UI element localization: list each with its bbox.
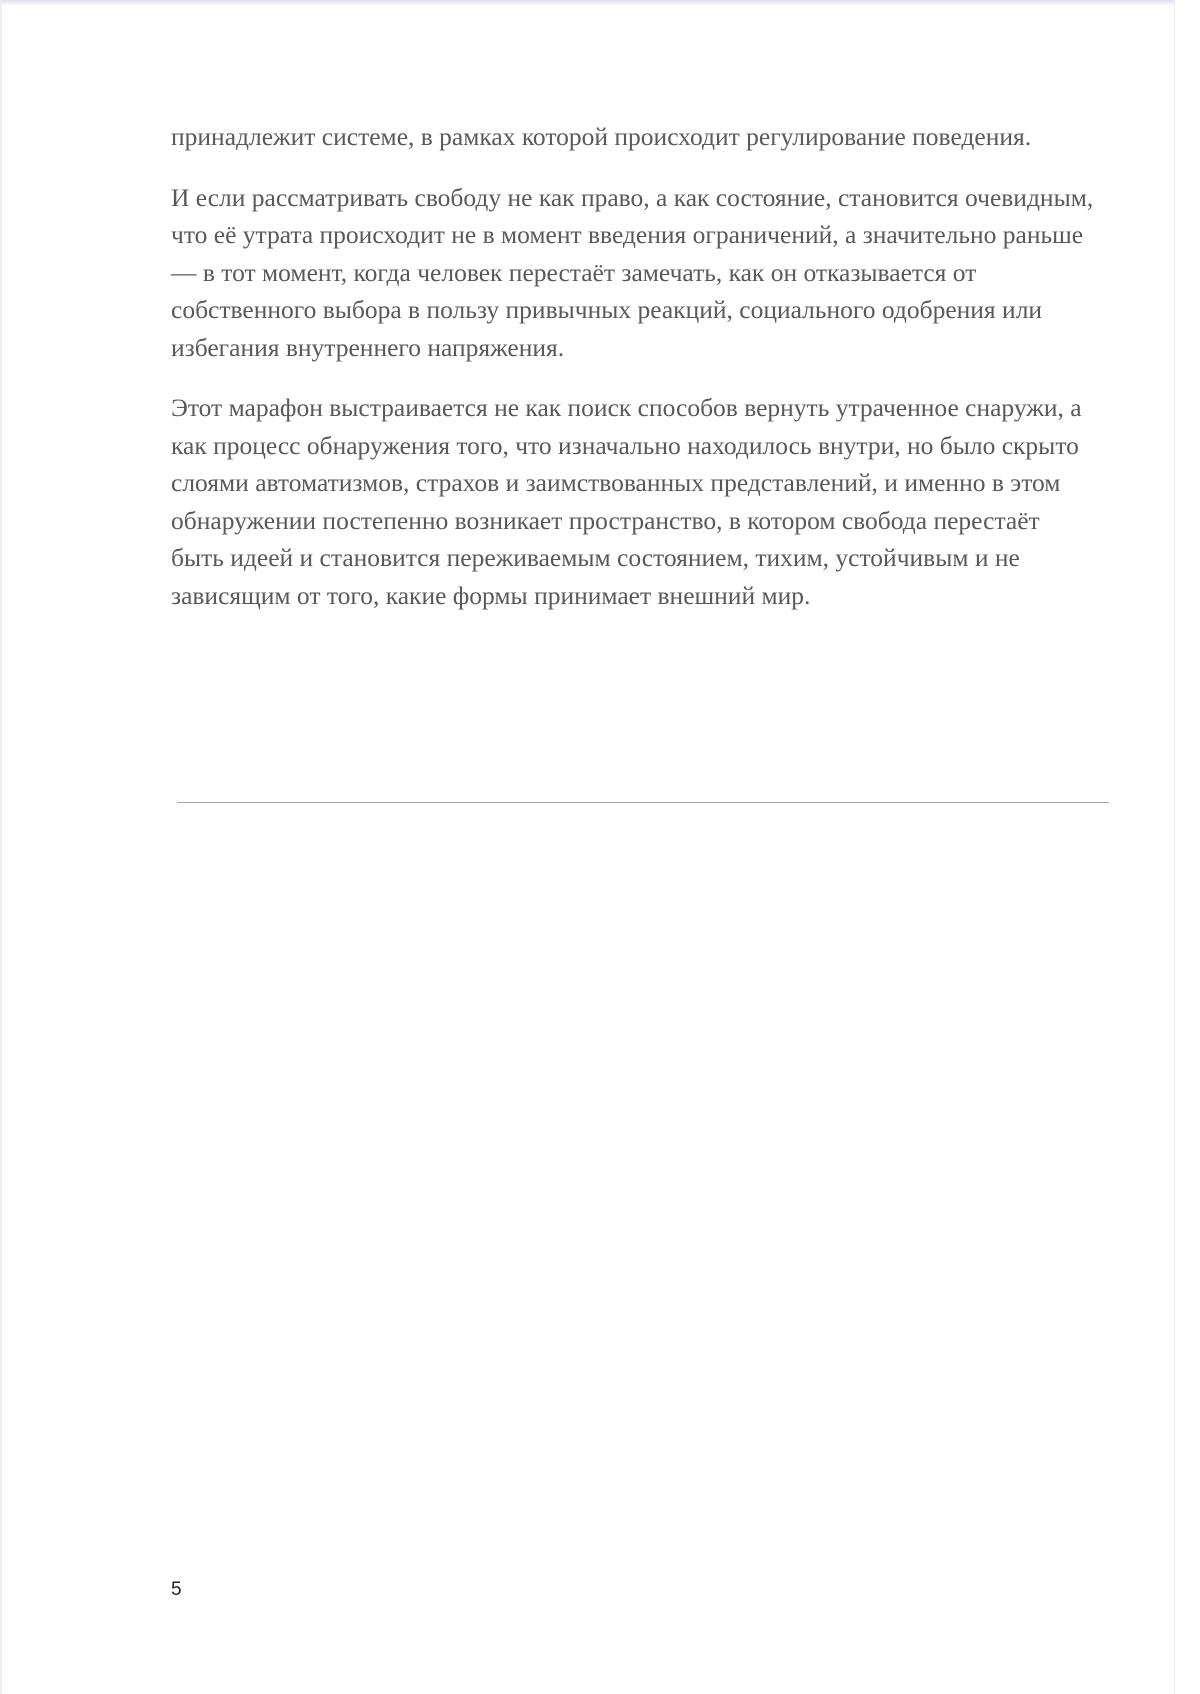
- paragraph-marathon: Этот марафон выстраивается не как поиск способов вернуть утраченное снаружи, а как процесс обнаружения того, что изначально находилось внутри, но было скрыто слоями автоматизмов, страхов и заимствованных представлений, и именно в этом обнаружении постепенно возникает пространство, в котором свобода перестаёт быть идеей и становится переживаемым состоянием, тихим, устойчивым и не зависящим от того, какие формы принимает внешний мир.: [171, 393, 1082, 610]
- paragraph-continuation: принадлежит системе, в рамках которой происходит регулирование поведения.: [171, 122, 1032, 151]
- page-number: 5: [171, 1579, 182, 1600]
- section-separator-line: [177, 802, 1109, 803]
- paragraph-freedom-as-state: И если рассматривать свободу не как право, а как состояние, становится очевидным, что её утрата происходит не в момент введения ограничений, а значительно раньше — в тот момент, когда человек перестаёт замечать, как он отказывается от собственного выбора в пользу привычных реакций, социального одобрения или избегания внутреннего напряжения.: [171, 182, 1094, 362]
- page-left-edge: [0, 0, 2, 1694]
- body-text: [171, 118, 1096, 637]
- page-top-edge: [0, 0, 1200, 6]
- page-right-edge: [1174, 0, 1200, 1694]
